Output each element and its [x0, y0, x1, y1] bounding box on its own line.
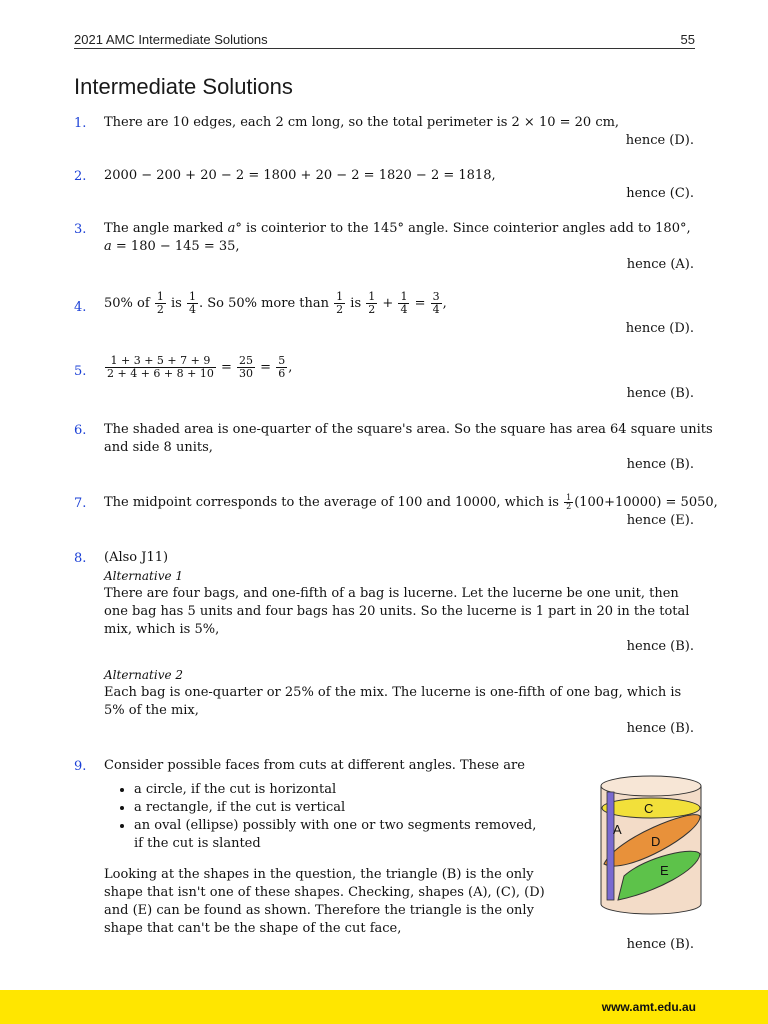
q6-text-line2: and side 8 units, — [104, 440, 213, 455]
q8-alt1-heading: Alternative 1 — [104, 569, 184, 583]
q9-bullet-list — [104, 781, 536, 853]
figure-label-d: D — [651, 834, 661, 849]
q9-para-line1: Looking at the shapes in the question, the triangle (B) is the only — [104, 867, 534, 882]
q8-alt2-line2: 5% of the mix, — [104, 703, 199, 718]
question-number: 9. — [74, 759, 87, 774]
fraction: $\frac{1}{4}$ — [400, 290, 408, 316]
question-number: 8. — [74, 551, 87, 566]
q8-alt2-line1: Each bag is one-quarter or 25% of the mix. The lucerne is one-fifth of one bag, which is — [104, 685, 682, 700]
q4-text: 50% of $\frac{1}{2}$ is $\frac{1}{4}$ . So 50% more than $\frac{1}{2}$ is $\frac{1}{2}$ + $\frac{1}{4}$ = $\frac{3}{4}$ , — [104, 290, 447, 316]
list-item: • a rectangle, if the cut is vertical — [134, 799, 536, 817]
figure-label-e: E — [660, 863, 669, 878]
q7-answer: hence (E). — [626, 513, 694, 528]
page-footer — [0, 990, 768, 1024]
fraction: $\frac{1}{2}$ — [566, 493, 572, 511]
page-number: 55 — [680, 32, 695, 47]
fraction: $\frac{1}{4}$ — [188, 290, 196, 316]
question-number: 3. — [74, 222, 87, 237]
list-item: • a circle, if the cut is horizontal — [134, 781, 536, 799]
q8-answer-1: hence (B). — [626, 639, 694, 654]
q5-text: $\frac{1 + 3 + 5 + 7 + 9}{2 + 4 + 6 + 8 + 10}$ = $\frac{25}{30}$ = $\frac{5}{6}$ , — [107, 354, 293, 380]
figure-label-a: A — [613, 822, 622, 837]
q3-text-line2: a = 180 − 145 = 35, — [104, 239, 240, 254]
q3-text-line1: The angle marked a° is cointerior to the 145° angle. Since cointerior angles add to 180°, — [104, 221, 691, 236]
cylinder-cut-figure — [596, 772, 708, 924]
q9-para-line4: shape that can't be the shape of the cut face, — [104, 921, 402, 936]
question-number: 7. — [74, 496, 87, 511]
q9-answer: hence (B). — [626, 937, 694, 952]
q7-text: The midpoint corresponds to the average of 100 and 10000, which is $\frac{1}{2}$ (100+10000) = 5050, — [104, 493, 718, 511]
q8-also: (Also J11) — [104, 550, 169, 565]
q2-answer: hence (C). — [626, 186, 694, 201]
section-title: Intermediate Solutions — [74, 74, 293, 99]
question-number: 4. — [74, 300, 87, 315]
q8-answer-2: hence (B). — [626, 721, 694, 736]
q8-alt1-line1: There are four bags, and one-fifth of a bag is lucerne. Let the lucerne be one unit, then — [104, 586, 679, 601]
question-number: 6. — [74, 423, 87, 438]
q5-answer: hence (B). — [626, 386, 694, 401]
page-header — [74, 31, 695, 49]
fraction: $\frac{1}{2}$ — [156, 290, 164, 316]
q1-text: There are 10 edges, each 2 cm long, so the total perimeter is 2 × 10 = 20 cm, — [104, 115, 620, 130]
q4-answer: hence (D). — [625, 321, 694, 336]
question-number: 1. — [74, 116, 87, 131]
fraction: $\frac{5}{6}$ — [278, 354, 286, 380]
question-number: 2. — [74, 169, 87, 184]
fraction: $\frac{25}{30}$ — [239, 354, 254, 380]
fraction: $\frac{1}{2}$ — [368, 290, 376, 316]
q8-alt2-heading: Alternative 2 — [104, 668, 184, 682]
q6-text-line1: The shaded area is one-quarter of the square's area. So the square has area 64 square units — [104, 422, 713, 437]
fraction: $\frac{1}{2}$ — [336, 290, 344, 316]
list-item: • an oval (ellipse) possibly with one or two segments removed, if the cut is slanted — [134, 817, 536, 853]
q9-para-line3: and (E) can be found as shown. Therefore the triangle is the only — [104, 903, 534, 918]
footer-url: www.amt.edu.au — [601, 1000, 696, 1014]
figure-label-c: C — [644, 801, 654, 816]
fraction: $\frac{1 + 3 + 5 + 7 + 9}{2 + 4 + 6 + 8 + 10}$ — [107, 354, 214, 380]
header-title: 2021 AMC Intermediate Solutions — [74, 32, 268, 47]
q8-alt1-line3: mix, which is 5%, — [104, 622, 220, 637]
fraction: $\frac{3}{4}$ — [432, 290, 440, 316]
q9-para-line2: shape that isn't one of these shapes. Checking, shapes (A), (C), (D) — [104, 885, 545, 900]
q1-answer: hence (D). — [625, 133, 694, 148]
q8-alt1-line2: one bag has 5 units and four bags has 20 units. So the lucerne is 1 part in 20 in the total — [104, 604, 690, 619]
q2-text: 2000 − 200 + 20 − 2 = 1800 + 20 − 2 = 1820 − 2 = 1818, — [104, 168, 496, 183]
q9-intro: Consider possible faces from cuts at different angles. These are — [104, 758, 525, 773]
question-number: 5. — [74, 364, 87, 379]
q3-answer: hence (A). — [626, 257, 694, 272]
q6-answer: hence (B). — [626, 457, 694, 472]
